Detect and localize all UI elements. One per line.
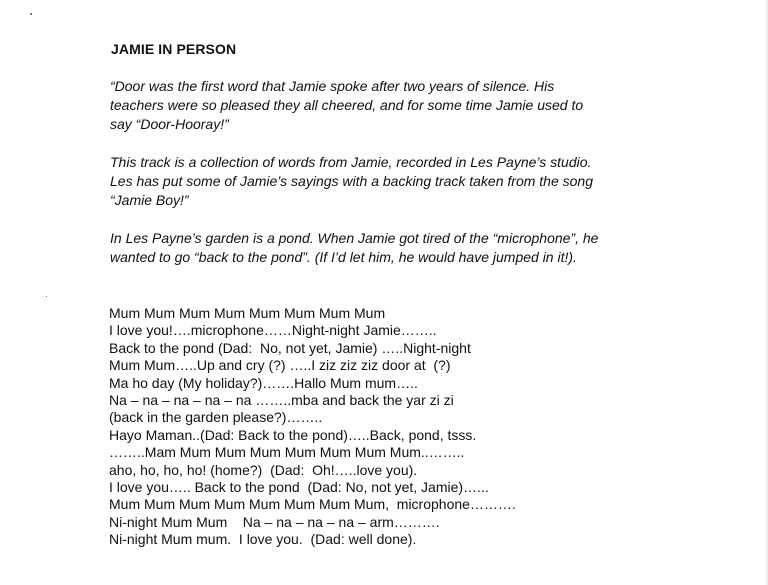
- transcript-section: [109, 305, 516, 549]
- transcript-line: Mum Mum Mum Mum Mum Mum Mum Mum, microphone……….: [109, 496, 516, 513]
- transcript-line: Back to the pond (Dad: No, not yet, Jamie) …..Night-night: [109, 339, 471, 356]
- transcript-line: (back in the garden please?)……..: [109, 409, 323, 426]
- transcript-line: I love you!….microphone……Night-night Jamie……..: [109, 322, 437, 339]
- transcript-line: I love you….. Back to the pond (Dad: No, not yet, Jamie)…...: [109, 479, 489, 496]
- intro-paragraph: [110, 229, 750, 267]
- transcript-line: Ma ho day (My holiday?)…….Hallo Mum mum…..: [109, 374, 418, 391]
- transcript-line: ……..Mam Mum Mum Mum Mum Mum Mum Mum..……..: [109, 444, 465, 461]
- intro-section: [110, 77, 750, 286]
- transcript-line: Na – na – na – na – na ……..mba and back the yar zi zi: [109, 392, 454, 409]
- scan-speck: [30, 13, 32, 15]
- transcript-line: aho, ho, ho, ho! (home?) (Dad: Oh!…..love you).: [109, 461, 418, 478]
- intro-paragraph: [110, 77, 750, 134]
- intro-line: “Door was the first word that Jamie spoke after two years of silence. His: [110, 78, 555, 94]
- intro-line: “Jamie Boy!”: [110, 192, 189, 208]
- transcript-line: Ni-night Mum mum. I love you. (Dad: well done).: [109, 531, 417, 548]
- transcript-line: Mum Mum Mum Mum Mum Mum Mum Mum: [109, 305, 386, 321]
- scan-speck: [46, 296, 47, 297]
- transcript-line: Hayo Maman..(Dad: Back to the pond)…..Back, pond, tsss.: [109, 426, 477, 443]
- intro-line: teachers were so pleased they all cheered, and for some time Jamie used to: [110, 97, 584, 113]
- intro-line: say “Door-Hooray!”: [110, 116, 229, 132]
- intro-paragraph: [110, 153, 750, 210]
- intro-line: In Les Payne’s garden is a pond. When Jamie got tired of the “microphone”, he: [110, 230, 599, 246]
- intro-line: wanted to go “back to the pond”. (If I’d let him, he would have jumped in it!).: [110, 249, 577, 265]
- intro-line: Les has put some of Jamie’s sayings with a backing track taken from the song: [110, 173, 593, 189]
- transcript-line: Ni-night Mum Mum Na – na – na – na – arm……….: [109, 513, 440, 530]
- intro-line: This track is a collection of words from Jamie, recorded in Les Payne’s studio.: [110, 154, 592, 170]
- transcript-line: Mum Mum…..Up and cry (?) …..I ziz ziz ziz door at (?): [109, 357, 451, 374]
- document-title: JAMIE IN PERSON: [111, 41, 237, 57]
